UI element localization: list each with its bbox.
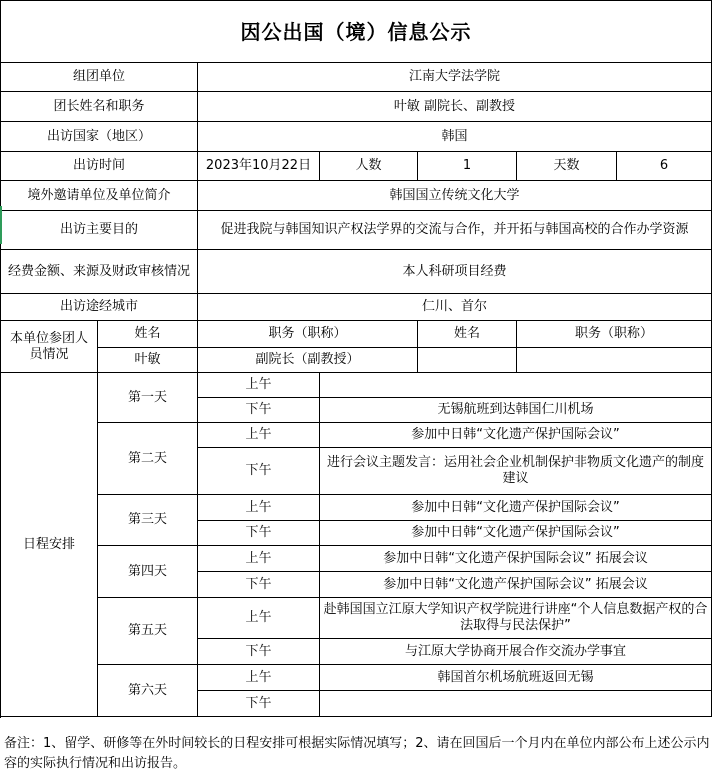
am-label: 上午: [198, 665, 320, 691]
am-label: 上午: [198, 598, 320, 639]
days-value[interactable]: 6: [617, 152, 712, 181]
member-position[interactable]: 副院长（副教授）: [198, 348, 418, 373]
am-activity[interactable]: 参加中日韩“文化遗产保护国际会议”: [320, 495, 712, 521]
members-col-position-2: 职务（职称）: [517, 321, 712, 348]
time-label: 出访时间: [1, 152, 198, 181]
member-name-2[interactable]: [418, 348, 517, 373]
cities-label: 出访途经城市: [1, 294, 198, 321]
am-activity[interactable]: 参加中日韩“文化遗产保护国际会议” 拓展会议: [320, 546, 712, 572]
am-activity[interactable]: 韩国首尔机场航班返回无锡: [320, 665, 712, 691]
inviter-value[interactable]: 韩国国立传统文化大学: [198, 181, 712, 211]
am-activity[interactable]: [320, 373, 712, 398]
pm-label: 下午: [198, 398, 320, 423]
am-activity[interactable]: 赴韩国国立江原大学知识产权学院进行讲座“个人信息数据产权的合法取得与民法保护”: [320, 598, 712, 639]
am-label: 上午: [198, 495, 320, 521]
members-col-position: 职务（职称）: [198, 321, 418, 348]
org-label: 组团单位: [1, 63, 198, 92]
footnote: 备注：1、留学、研修等在外时间较长的日程安排可根据实际情况填写；2、请在回国后一个月内在单位内部公布上述公示内容的实际执行情况和出访报告。: [4, 736, 710, 771]
pm-activity[interactable]: [320, 691, 712, 717]
pm-activity[interactable]: 参加中日韩“文化遗产保护国际会议”: [320, 521, 712, 546]
day-label: 第四天: [98, 546, 198, 598]
leader-value[interactable]: 叶敏 副院长、副教授: [198, 92, 712, 122]
funding-label: 经费金额、来源及财政审核情况: [1, 250, 198, 294]
purpose-value[interactable]: 促进我院与韩国知识产权法学界的交流与合作，并开拓与韩国高校的合作办学资源: [198, 211, 712, 250]
members-col-name-2: 姓名: [418, 321, 517, 348]
cities-value[interactable]: 仁川、首尔: [198, 294, 712, 321]
country-label: 出访国家（地区）: [1, 122, 198, 152]
inviter-label: 境外邀请单位及单位简介: [1, 181, 198, 211]
member-position-2[interactable]: [517, 348, 712, 373]
am-label: 上午: [198, 373, 320, 398]
am-label: 上午: [198, 546, 320, 572]
pm-label: 下午: [198, 691, 320, 717]
org-value[interactable]: 江南大学法学院: [198, 63, 712, 92]
people-value[interactable]: 1: [418, 152, 517, 181]
am-activity[interactable]: 参加中日韩“文化遗产保护国际会议”: [320, 423, 712, 448]
days-label: 天数: [517, 152, 617, 181]
time-value[interactable]: 2023年10月22日: [198, 152, 320, 181]
pm-activity[interactable]: 进行会议主题发言：运用社会企业机制保护非物质文化遗产的制度建议: [320, 448, 712, 495]
members-col-name: 姓名: [98, 321, 198, 348]
people-label: 人数: [320, 152, 418, 181]
day-label: 第五天: [98, 598, 198, 665]
pm-label: 下午: [198, 572, 320, 598]
page-title: 因公出国（境）信息公示: [1, 1, 712, 63]
pm-activity[interactable]: 与江原大学协商开展合作交流办学事宜: [320, 639, 712, 665]
pm-activity[interactable]: 参加中日韩“文化遗产保护国际会议” 拓展会议: [320, 572, 712, 598]
cell-selection-marker: [0, 206, 2, 244]
member-name[interactable]: 叶敏: [98, 348, 198, 373]
day-label: 第二天: [98, 423, 198, 495]
day-label: 第一天: [98, 373, 198, 423]
pm-label: 下午: [198, 639, 320, 665]
day-label: 第三天: [98, 495, 198, 546]
pm-label: 下午: [198, 448, 320, 495]
leader-label: 团长姓名和职务: [1, 92, 198, 122]
pm-activity[interactable]: 无锡航班到达韩国仁川机场: [320, 398, 712, 423]
day-label: 第六天: [98, 665, 198, 717]
members-section-label: 本单位参团人员情况: [1, 321, 98, 373]
funding-value[interactable]: 本人科研项目经费: [198, 250, 712, 294]
country-value[interactable]: 韩国: [198, 122, 712, 152]
pm-label: 下午: [198, 521, 320, 546]
am-label: 上午: [198, 423, 320, 448]
purpose-label: 出访主要目的: [1, 211, 198, 250]
schedule-section-label: 日程安排: [1, 373, 98, 717]
